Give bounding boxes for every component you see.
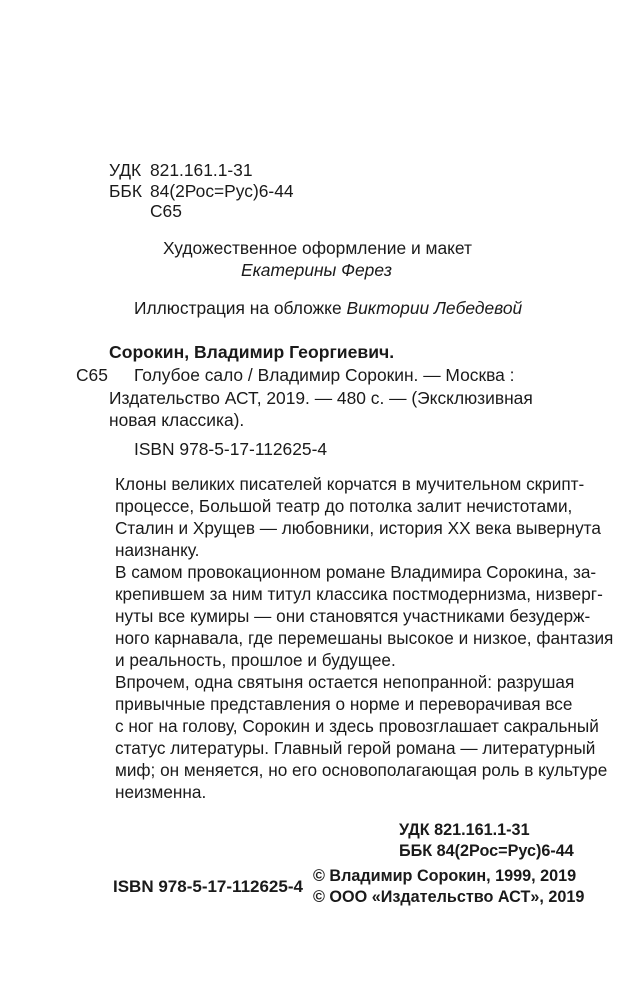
bibliographic-mark: С65 (76, 365, 108, 385)
annotation-line: наизнанку. (115, 540, 200, 560)
author-heading: Сорокин, Владимир Георгиевич. (109, 342, 395, 362)
copyright-author: © Владимир Сорокин, 1999, 2019 (313, 867, 577, 885)
bibliographic-line: Голубое сало / Владимир Сорокин. — Москва : (134, 365, 515, 385)
annotation-line: с ног на голову, Сорокин и здесь провозглашает сакральный (115, 716, 599, 736)
udk-value: 821.161.1-31 (150, 160, 253, 180)
annotation-line: и реальность, прошлое и будущее. (115, 650, 396, 670)
annotation-line: Клоны великих писателей корчатся в мучительном скрипт- (115, 474, 585, 494)
annotation-line: В самом провокационном романе Владимира Сорокина, за- (115, 562, 597, 582)
annotation-line: неизменна. (115, 782, 207, 802)
designer-name: Екатерины Ферез (241, 260, 392, 280)
footer-udk: УДК 821.161.1-31 (399, 821, 530, 839)
bbk-label: ББК (109, 181, 142, 201)
annotation-line: статус литературы. Главный герой романа — литературный (115, 738, 596, 758)
author-mark: С65 (150, 201, 182, 221)
annotation-line: крепившем за ним титул классика постмодернизма, низверг- (115, 584, 603, 604)
bibliographic-line: Издательство АСТ, 2019. — 480 с. — (Эксклюзивная (109, 388, 533, 408)
illustration-prefix: Иллюстрация на обложке (134, 298, 342, 318)
bibliographic-isbn: ISBN 978-5-17-112625-4 (134, 439, 328, 459)
copyright-publisher: © ООО «Издательство АСТ», 2019 (313, 888, 585, 906)
annotation-line: ного карнавала, где перемешаны высокое и низкое, фантазия (115, 628, 614, 648)
illustrator-name: Виктории Лебедевой (346, 298, 523, 318)
bibliographic-line: новая классика). (109, 410, 245, 430)
footer-bbk: ББК 84(2Рос=Рус)6-44 (399, 842, 574, 860)
bbk-value: 84(2Рос=Рус)6-44 (150, 181, 294, 201)
illustration-credit (134, 300, 522, 317)
annotation-line: процессе, Большой театр до потолка залит нечистотами, (115, 496, 573, 516)
annotation-line: Сталин и Хрущев — любовники, история XX века вывернута (115, 518, 601, 538)
annotation-line: нуты все кумиры — они становятся участниками безудерж- (115, 606, 591, 626)
annotation-line: Впрочем, одна святыня остается непопранной: разрушая (115, 672, 575, 692)
annotation-line: миф; он меняется, но его основополагающая роль в культуре (115, 760, 608, 780)
footer-isbn: ISBN 978-5-17-112625-4 (113, 877, 303, 896)
udk-label: УДК (109, 160, 142, 180)
annotation-line: привычные представления о норме и переворачивая все (115, 694, 573, 714)
design-credit: Художественное оформление и макет (163, 238, 472, 258)
